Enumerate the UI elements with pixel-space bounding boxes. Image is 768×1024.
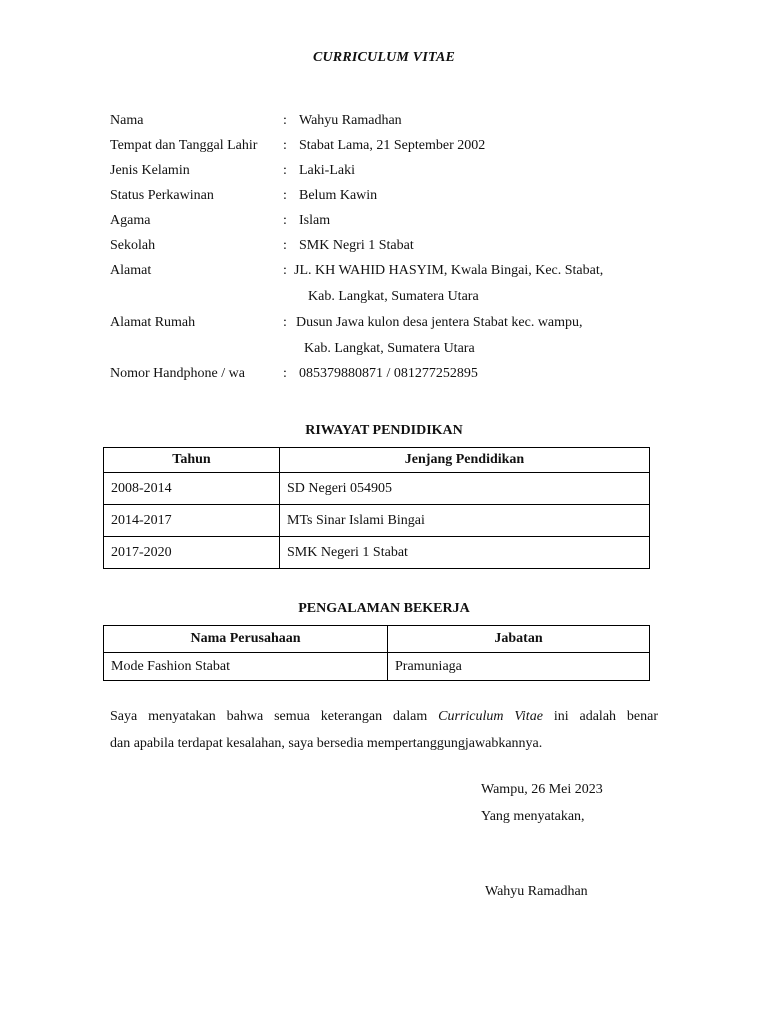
colon: :: [283, 366, 287, 381]
value-ttl: Stabat Lama, 21 September 2002: [299, 138, 486, 153]
value-alamat-line2: Kab. Langkat, Sumatera Utara: [308, 289, 479, 304]
statement-line-1: [110, 703, 658, 730]
signatory-name: Wahyu Ramadhan: [485, 884, 588, 899]
header-jenjang: Jenjang Pendidikan: [280, 448, 650, 473]
value-alamat-rumah: Dusun Jawa kulon desa jentera Stabat kec. wampu,: [296, 315, 583, 330]
table-row: [104, 505, 650, 537]
label-agama: Agama: [110, 213, 151, 228]
colon: :: [283, 188, 287, 203]
document-title: CURRICULUM VITAE: [312, 50, 456, 65]
colon: :: [283, 238, 287, 253]
colon: :: [283, 163, 287, 178]
value-sekolah: SMK Negri 1 Stabat: [299, 238, 414, 253]
colon: :: [283, 113, 287, 128]
value-nomor-hp: 085379880871 / 081277252895: [299, 366, 478, 381]
colon: :: [283, 315, 287, 330]
table-header-row: [104, 448, 650, 473]
cell-year: 2017-2020: [104, 537, 280, 569]
value-jenis-kelamin: Laki-Laki: [299, 163, 355, 178]
cell-position: Pramuniaga: [388, 653, 650, 681]
value-status: Belum Kawin: [299, 188, 378, 203]
cell-school: MTs Sinar Islami Bingai: [280, 505, 650, 537]
label-nama: Nama: [110, 113, 144, 128]
label-jenis-kelamin: Jenis Kelamin: [110, 163, 190, 178]
cell-school: SMK Negeri 1 Stabat: [280, 537, 650, 569]
header-jabatan: Jabatan: [388, 626, 650, 653]
statement-italic-term: Curriculum Vitae: [438, 709, 543, 724]
label-ttl: Tempat dan Tanggal Lahir: [110, 138, 258, 153]
label-status: Status Perkawinan: [110, 188, 214, 203]
value-nama: Wahyu Ramadhan: [299, 113, 402, 128]
education-heading: RIWAYAT PENDIDIKAN: [305, 423, 463, 438]
colon: :: [283, 263, 287, 278]
cell-company: Mode Fashion Stabat: [104, 653, 388, 681]
label-alamat-rumah: Alamat Rumah: [110, 315, 196, 330]
value-agama: Islam: [299, 213, 331, 228]
table-header-row: [104, 626, 650, 653]
statement-line-2: dan apabila terdapat kesalahan, saya bersedia mempertanggungjawabkannya.: [110, 736, 543, 751]
label-nomor-hp: Nomor Handphone / wa: [110, 366, 245, 381]
cell-school: SD Negeri 054905: [280, 473, 650, 505]
table-row: [104, 653, 650, 681]
place-date: Wampu, 26 Mei 2023: [481, 782, 603, 797]
value-alamat: JL. KH WAHID HASYIM, Kwala Bingai, Kec. Stabat,: [294, 263, 604, 278]
education-table: [103, 447, 650, 569]
colon: :: [283, 213, 287, 228]
cell-year: 2014-2017: [104, 505, 280, 537]
table-row: [104, 537, 650, 569]
statement-text: ini adalah benar: [553, 709, 659, 724]
label-sekolah: Sekolah: [110, 238, 156, 253]
colon: :: [283, 138, 287, 153]
table-row: [104, 473, 650, 505]
header-tahun: Tahun: [104, 448, 280, 473]
declarant-label: Yang menyatakan,: [481, 809, 585, 824]
label-alamat: Alamat: [110, 263, 152, 278]
work-heading: PENGALAMAN BEKERJA: [298, 601, 470, 616]
value-alamat-rumah-line2: Kab. Langkat, Sumatera Utara: [304, 341, 475, 356]
statement-text: Saya menyatakan bahwa semua keterangan dalam: [110, 709, 428, 724]
cell-year: 2008-2014: [104, 473, 280, 505]
work-table: [103, 625, 650, 681]
header-perusahaan: Nama Perusahaan: [104, 626, 388, 653]
statement-paragraph: [110, 703, 658, 757]
